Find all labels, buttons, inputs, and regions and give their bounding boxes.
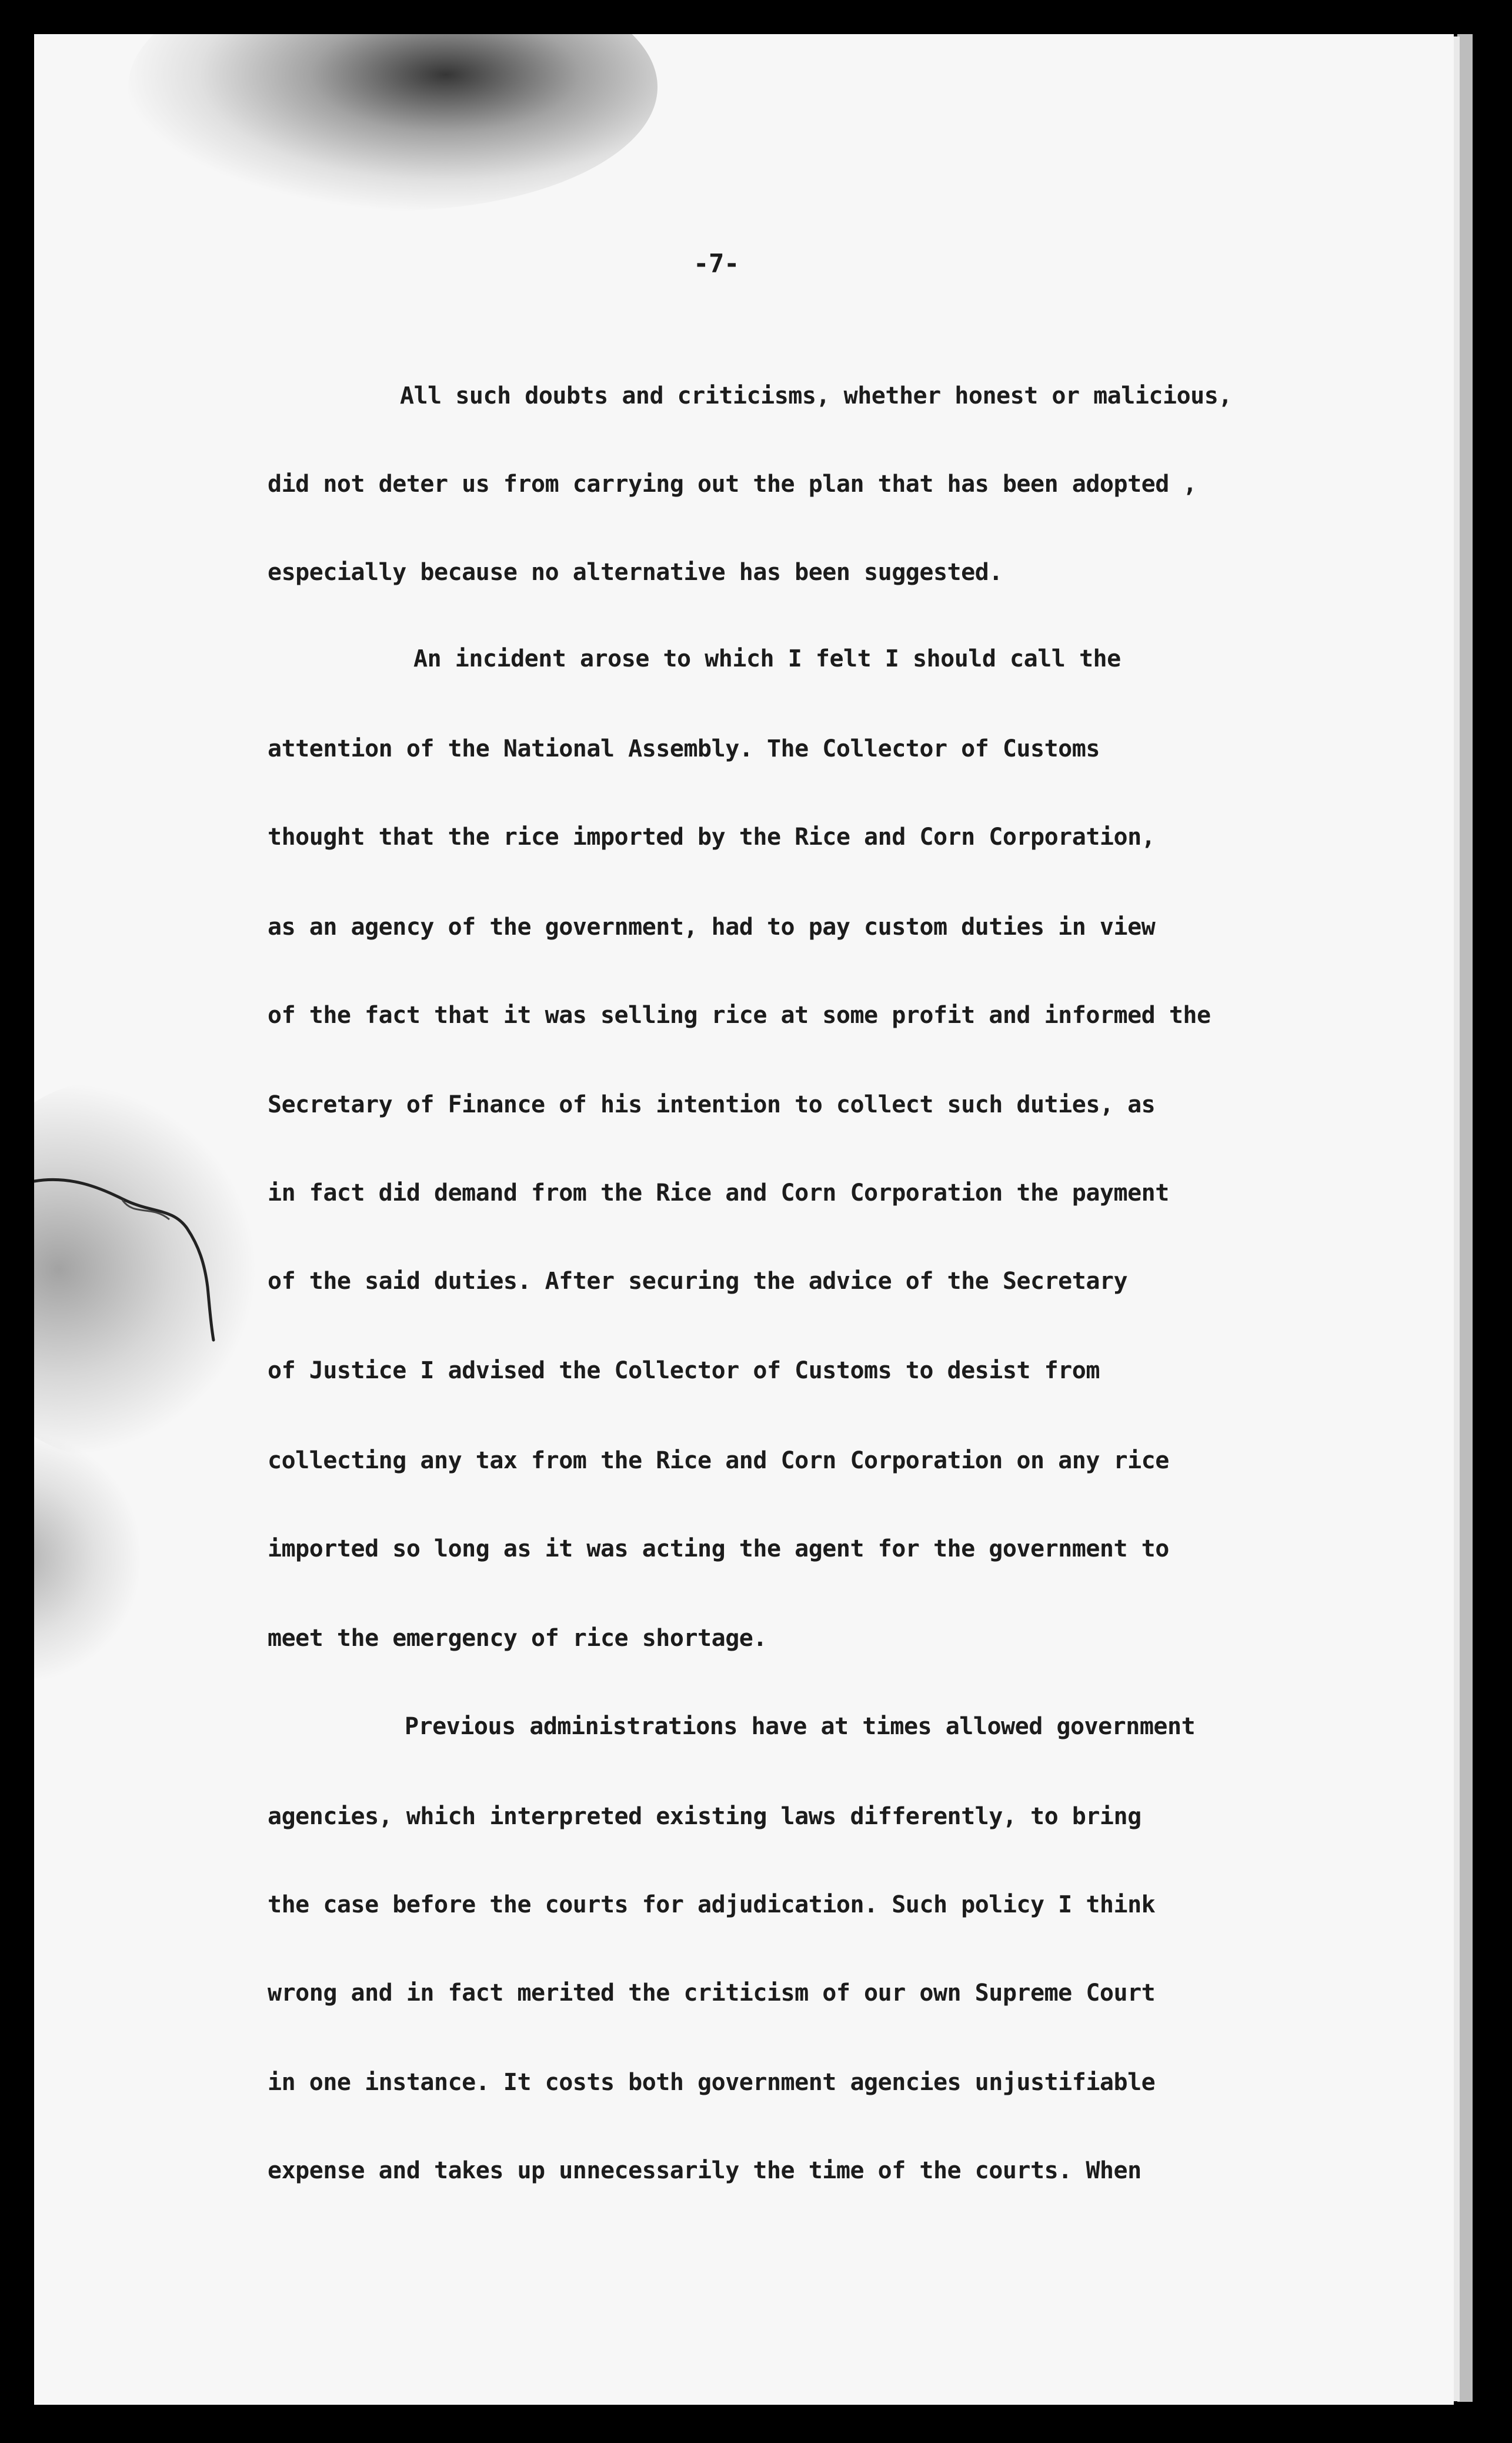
text-line-11: of the said duties. After securing the advice of the Secretary [268, 1268, 1128, 1295]
text-line-20: in one instance. It costs both government agencies unjustifiable [268, 2069, 1156, 2096]
text-line-5: attention of the National Assembly. The Collector of Customs [268, 735, 1100, 762]
text-line-2: did not deter us from carrying out the plan that has been adopted , [268, 471, 1197, 498]
text-line-4: An incident arose to which I felt I should call the [413, 645, 1121, 672]
text-line-6: thought that the rice imported by the Rice and Corn Corporation, [268, 824, 1156, 851]
ink-smudge-top [128, 34, 657, 211]
text-line-15: meet the emergency of rice shortage. [268, 1625, 767, 1652]
text-line-3: especially because no alternative has been suggested. [268, 559, 1003, 586]
paper-crease [34, 1164, 222, 1375]
text-line-9: Secretary of Finance of his intention to collect such duties, as [268, 1091, 1156, 1118]
text-line-10: in fact did demand from the Rice and Corn Corporation the payment [268, 1179, 1169, 1206]
text-line-8: of the fact that it was selling rice at some profit and informed the [268, 1002, 1211, 1029]
ink-smudge-left-lower [34, 1434, 140, 1681]
document-page [34, 34, 1454, 2405]
text-line-12: of Justice I advised the Collector of Customs to desist from [268, 1357, 1100, 1384]
text-line-19: wrong and in fact merited the criticism of our own Supreme Court [268, 1979, 1156, 2007]
page-number: -7- [693, 249, 739, 279]
text-line-1: All such doubts and criticisms, whether honest or malicious, [400, 382, 1232, 409]
text-line-17: agencies, which interpreted existing laws differently, to bring [268, 1803, 1141, 1830]
text-line-7: as an agency of the government, had to pay custom duties in view [268, 914, 1156, 941]
text-line-13: collecting any tax from the Rice and Corn Corporation on any rice [268, 1447, 1169, 1474]
text-line-16: Previous administrations have at times allowed government [405, 1713, 1196, 1740]
text-line-18: the case before the courts for adjudication. Such policy I think [268, 1891, 1156, 1918]
text-line-14: imported so long as it was acting the agent for the government to [268, 1535, 1169, 1562]
text-line-21: expense and takes up unnecessarily the time of the courts. When [268, 2157, 1141, 2184]
